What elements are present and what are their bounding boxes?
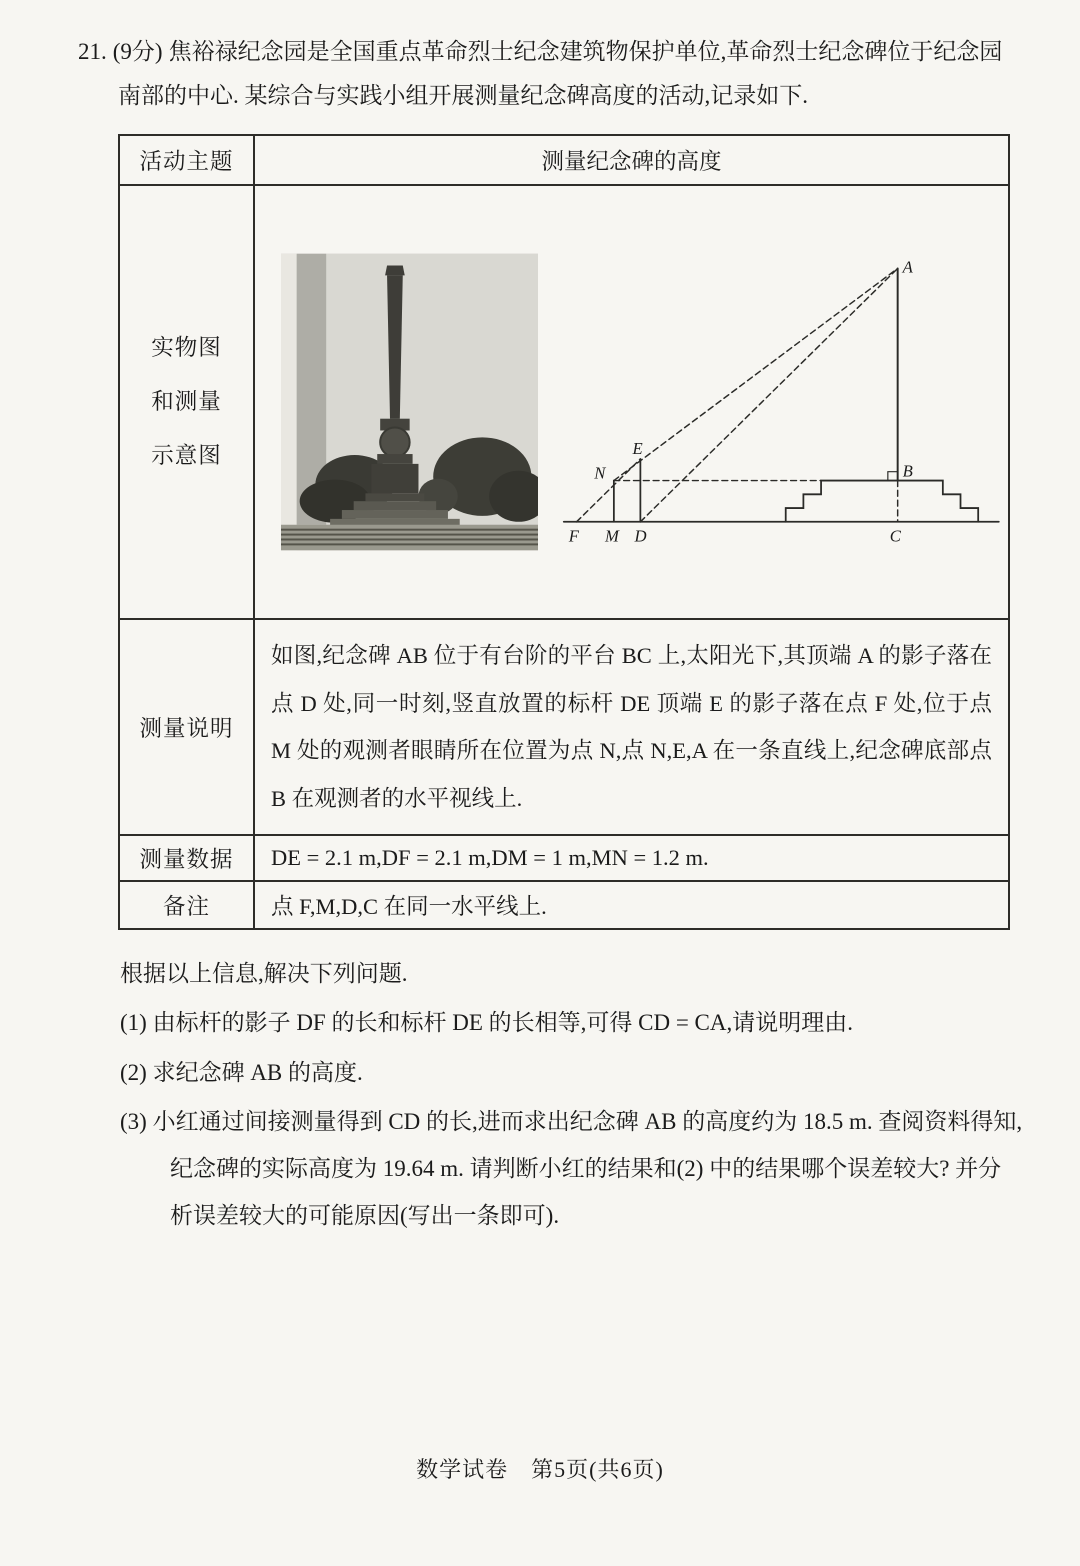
row-theme-label: 活动主题	[119, 135, 254, 185]
questions-lead: 根据以上信息,解决下列问题.	[120, 961, 408, 987]
question-3: (3) 小红通过间接测量得到 CD 的长,进而求出纪念碑 AB 的高度约为 18.5 m. 查阅资料得知,纪念碑的实际高度为 19.64 m. 请判断小红的结果和(2) 中的结果哪个误差较大? 并分析误差较大的可能原因(写出一条即可).	[120, 1108, 1023, 1229]
row-figure	[119, 185, 1009, 619]
row-note-label: 备注	[119, 881, 254, 929]
row-data-content: DE = 2.1 m,DF = 2.1 m,DM = 1 m,MN = 1.2 m.	[254, 835, 1009, 881]
row-theme-content: 测量纪念碑的高度	[254, 135, 1009, 185]
point-label-e: E	[632, 439, 644, 459]
point-label-m: M	[605, 526, 620, 546]
point-label-b: B	[902, 461, 914, 481]
figure-label-line-2: 和测量	[151, 389, 222, 415]
monument-photo	[281, 251, 538, 553]
question-1: (1) 由标杆的影子 DF 的长和标杆 DE 的长相等,可得 CD = CA,请说明理由.	[120, 1010, 854, 1036]
problem-points: (9分)	[112, 39, 163, 64]
questions-section	[120, 950, 1024, 1239]
point-label-f: F	[568, 526, 580, 546]
point-label-n: N	[594, 463, 606, 483]
measurement-diagram	[552, 252, 1004, 552]
figure-wrapper	[281, 251, 1004, 553]
row-explanation-content: 如图,纪念碑 AB 位于有台阶的平台 BC 上,太阳光下,其顶端 A 的影子落在点 D 处,同一时刻,竖直放置的标杆 DE 顶端 E 的影子落在点 F 处,位于点 M 处的观测者眼睛所在位置为点 N,点 N,E,A 在一条直线上,纪念碑底部点 B 在观测者的水平视线上.	[254, 619, 1009, 835]
point-label-c: C	[890, 526, 902, 546]
row-theme	[119, 135, 1009, 185]
figure-label-line-3: 示意图	[151, 443, 222, 469]
point-label-a: A	[902, 257, 914, 277]
row-note-content: 点 F,M,D,C 在同一水平线上.	[254, 881, 1009, 929]
row-explanation	[119, 619, 1009, 835]
row-data	[119, 835, 1009, 881]
row-note	[119, 881, 1009, 929]
row-data-label: 测量数据	[119, 835, 254, 881]
activity-table	[118, 134, 1010, 930]
question-2: (2) 求纪念碑 AB 的高度.	[120, 1059, 363, 1085]
problem-intro-text: 焦裕禄纪念园是全国重点革命烈士纪念建筑物保护单位,革命烈士纪念碑位于纪念园南部的中心. 某综合与实践小组开展测量纪念碑高度的活动,记录如下.	[118, 39, 1003, 109]
page-footer: 数学试卷 第5页(共6页)	[416, 1457, 664, 1482]
point-label-d: D	[634, 526, 647, 546]
problem-intro	[78, 30, 1022, 118]
row-figure-label	[119, 185, 254, 619]
row-explanation-label: 测量说明	[119, 619, 254, 835]
figure-cell	[254, 185, 1009, 619]
problem-number: 21.	[78, 39, 107, 64]
figure-label-line-1: 实物图	[151, 335, 222, 361]
